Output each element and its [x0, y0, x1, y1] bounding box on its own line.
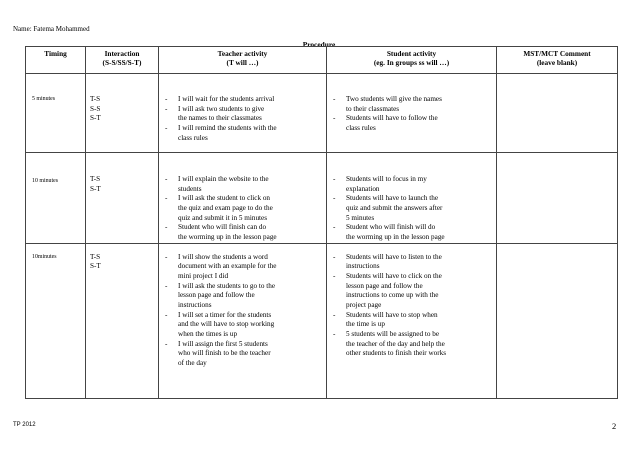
activity-line: project page — [346, 300, 382, 309]
col-header-line1: MST/MCT Comment — [523, 49, 591, 58]
teacher-activity-cell — [159, 74, 327, 153]
activity-line: students — [178, 184, 202, 193]
activity-line: explanation — [346, 184, 380, 193]
activity-bullet — [327, 330, 492, 359]
dash-bullet-icon: - — [333, 271, 336, 280]
activity-bullet — [159, 223, 322, 242]
dash-bullet-icon: - — [333, 114, 336, 123]
student-activity-list — [327, 95, 496, 134]
dash-bullet-icon: - — [165, 339, 168, 348]
page-number: 2 — [612, 421, 617, 431]
interaction-cell — [86, 74, 159, 153]
table-row — [26, 153, 618, 244]
activity-line: the teacher of the day and help the — [346, 339, 445, 348]
dash-bullet-icon: - — [333, 194, 336, 203]
student-activity-cell — [327, 243, 497, 398]
interaction-cell — [86, 153, 159, 244]
student-activity-list — [327, 175, 496, 243]
student-activity-list — [327, 253, 496, 359]
col-header-interaction — [86, 47, 159, 74]
activity-bullet — [159, 282, 322, 311]
activity-line: who will finish to be the teacher — [178, 349, 271, 358]
col-header-student-activity — [327, 47, 497, 74]
dash-bullet-icon: - — [165, 281, 168, 290]
activity-line: of the day — [178, 358, 207, 367]
activity-line: quiz and submit the answers after — [346, 203, 443, 212]
activity-line: when the times is up — [178, 329, 238, 338]
activity-line: I will ask the students to go to the — [178, 281, 276, 290]
activity-bullet — [327, 223, 492, 242]
procedure-heading: Procedure — [302, 40, 336, 49]
comment-cell — [497, 74, 618, 153]
activity-bullet — [327, 194, 492, 223]
activity-line: Students will to focus in my — [346, 175, 427, 183]
activity-line: 5 students will be assigned to be — [346, 329, 440, 338]
student-activity-cell — [327, 74, 497, 153]
timing-text: 5 minutes — [32, 96, 56, 102]
activity-line: I will show the students a word — [178, 252, 268, 261]
activity-line: the worming up in the lesson page — [178, 232, 277, 241]
interaction-item: S-T — [90, 262, 101, 271]
activity-line: 5 minutes — [346, 213, 375, 222]
activity-line: I will ask two students to give — [178, 104, 265, 113]
activity-bullet — [327, 272, 492, 311]
col-header-line1: Interaction — [104, 49, 140, 58]
dash-bullet-icon: - — [165, 194, 168, 203]
activity-line: document with an example for the — [178, 262, 277, 271]
activity-bullet — [159, 124, 322, 143]
activity-line: and the will have to stop working — [178, 320, 275, 329]
teacher-activity-cell — [159, 243, 327, 398]
timing-cell — [26, 74, 86, 153]
teacher-activity-list — [159, 253, 326, 369]
col-header-timing — [26, 47, 86, 74]
interaction-item: S-T — [90, 184, 101, 193]
activity-line: the worming up in the lesson page — [346, 232, 445, 241]
activity-bullet — [159, 194, 322, 223]
activity-bullet — [327, 311, 492, 330]
col-header-comment — [497, 47, 618, 74]
activity-bullet — [159, 253, 322, 282]
dash-bullet-icon: - — [165, 223, 168, 232]
col-header-line2: (T will …) — [226, 58, 259, 68]
activity-line: lesson page and follow the — [346, 281, 423, 290]
header-row — [26, 47, 618, 74]
col-header-line1: Student activity — [386, 49, 437, 58]
activity-line: the time is up — [346, 320, 385, 329]
timing-text: 10minutes — [32, 253, 57, 260]
interaction-cell — [86, 243, 159, 398]
col-header-line2: (S-S/SS/S-T) — [102, 58, 142, 68]
timing-cell — [26, 243, 86, 398]
activity-line: I will wait for the students arrival — [178, 95, 275, 103]
teacher-activity-list — [159, 95, 326, 143]
activity-line: I will assign the first 5 students — [178, 339, 268, 348]
activity-bullet — [327, 114, 492, 133]
interaction-item: S-S — [90, 104, 101, 113]
activity-bullet — [159, 105, 322, 124]
dash-bullet-icon: - — [333, 310, 336, 319]
comment-cell — [497, 243, 618, 398]
activity-bullet — [327, 95, 492, 114]
procedure-table — [25, 46, 618, 399]
dash-bullet-icon: - — [165, 252, 168, 261]
dash-bullet-icon: - — [333, 252, 336, 261]
dash-bullet-icon: - — [333, 175, 336, 183]
activity-line: quiz and submit it in 5 minutes — [178, 213, 268, 222]
activity-line: the quiz and exam page to do the — [178, 203, 273, 212]
timing-cell — [26, 153, 86, 244]
activity-line: to their classmates — [346, 104, 400, 113]
activity-line: instructions — [346, 262, 380, 271]
activity-line: class rules — [346, 123, 376, 132]
teacher-activity-cell — [159, 153, 327, 244]
activity-line: class rules — [178, 133, 208, 142]
col-header-line2: (eg. In groups ss will …) — [373, 58, 450, 68]
dash-bullet-icon: - — [165, 175, 168, 183]
activity-line: I will explain the website to the — [178, 175, 269, 183]
dash-bullet-icon: - — [165, 95, 168, 103]
dash-bullet-icon: - — [333, 95, 336, 103]
interaction-item: T-S — [90, 175, 101, 183]
col-header-line1: Teacher activity — [217, 49, 268, 58]
activity-line: I will ask the student to click on — [178, 194, 271, 203]
name-line: Name: Fatema Mohammed — [13, 25, 90, 33]
activity-bullet — [159, 175, 322, 194]
activity-bullet — [327, 175, 492, 194]
table-row — [26, 74, 618, 153]
activity-line: instructions to come up with the — [346, 291, 439, 300]
table-row — [26, 243, 618, 398]
dash-bullet-icon: - — [165, 310, 168, 319]
footer-label: TP 2012 — [13, 422, 36, 428]
col-header-line2: (leave blank) — [536, 58, 578, 68]
activity-line: Students will have to stop when — [346, 310, 438, 319]
activity-line: Students will have to follow the — [346, 114, 438, 123]
interaction-item: S-T — [90, 114, 101, 123]
col-header-teacher-activity — [159, 47, 327, 74]
activity-line: mini project I did — [178, 271, 229, 280]
dash-bullet-icon: - — [333, 223, 336, 232]
comment-cell — [497, 153, 618, 244]
dash-bullet-icon: - — [165, 104, 168, 113]
activity-bullet — [327, 253, 492, 272]
activity-line: instructions — [178, 300, 212, 309]
activity-line: I will remind the students with the — [178, 123, 277, 132]
col-header-line1: Timing — [44, 49, 67, 58]
interaction-item: T-S — [90, 252, 101, 261]
activity-line: Two students will give the names — [346, 95, 442, 103]
activity-line: the names to their classmates — [178, 114, 262, 123]
activity-bullet — [159, 340, 322, 369]
activity-bullet — [159, 95, 322, 105]
activity-line: Students will have to launch the — [346, 194, 439, 203]
activity-line: Students will have to click on the — [346, 271, 442, 280]
student-activity-cell — [327, 153, 497, 244]
timing-text: 10 minutes — [32, 178, 59, 184]
activity-line: lesson page and follow the — [178, 291, 255, 300]
activity-line: Student who will finish can do — [178, 223, 267, 232]
activity-line: Student who will finish will do — [346, 223, 436, 232]
activity-bullet — [159, 311, 322, 340]
activity-line: I will set a timer for the students — [178, 310, 272, 319]
teacher-activity-list — [159, 175, 326, 243]
dash-bullet-icon: - — [333, 329, 336, 338]
interaction-item: T-S — [90, 95, 101, 103]
activity-line: other students to finish their works — [346, 349, 447, 358]
activity-line: Students will have to listen to the — [346, 252, 442, 261]
dash-bullet-icon: - — [165, 123, 168, 132]
